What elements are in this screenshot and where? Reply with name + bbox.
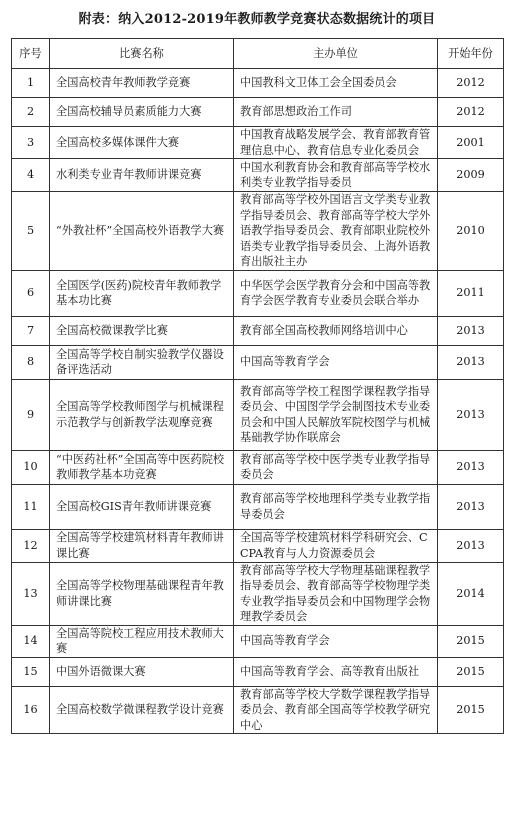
row-organizer: 教育部高等学校大学物理基础课程教学指导委员会、教育部高等学校物理学类专业教学指导委员会和中国物理学会物理教学委员会 — [234, 562, 438, 625]
row-competition-name: 水利类专业青年教师讲课竞赛 — [50, 159, 234, 192]
row-number: 16 — [12, 686, 50, 734]
table-row — [12, 98, 504, 127]
row-start-year: 2012 — [438, 69, 504, 98]
table-row — [12, 159, 504, 192]
table-row — [12, 625, 504, 657]
row-organizer: 教育部思想政治工作司 — [234, 98, 438, 127]
row-number: 10 — [12, 450, 50, 484]
table-body — [12, 69, 504, 734]
row-organizer: 中国高等教育学会 — [234, 345, 438, 379]
row-competition-name: 全国高校GIS青年教师讲课竞赛 — [50, 484, 234, 529]
row-organizer: 中华医学会医学教育分会和中国高等教育学会医学教育专业委员会联合举办 — [234, 270, 438, 316]
row-organizer: 中国高等教育学会 — [234, 625, 438, 657]
row-number: 1 — [12, 69, 50, 98]
table-row — [12, 127, 504, 159]
row-number: 14 — [12, 625, 50, 657]
row-organizer: 教育部高等学校地理科学类专业教学指导委员会 — [234, 484, 438, 529]
row-competition-name: 全国高校多媒体课件大赛 — [50, 127, 234, 159]
row-start-year: 2015 — [438, 686, 504, 734]
row-organizer: 中国教育战略发展学会、教育部教育管理信息中心、教育信息专业化委员会 — [234, 127, 438, 159]
header-start-year: 开始年份 — [438, 39, 504, 69]
header-number: 序号 — [12, 39, 50, 69]
row-start-year: 2013 — [438, 450, 504, 484]
row-start-year: 2013 — [438, 316, 504, 345]
row-competition-name: “外教社杯”全国高校外语教学大赛 — [50, 192, 234, 271]
table-row — [12, 562, 504, 625]
row-organizer: 中国水利教育协会和教育部高等学校水利类专业教学指导委员 — [234, 159, 438, 192]
table-row — [12, 192, 504, 271]
table-row — [12, 686, 504, 734]
row-number: 11 — [12, 484, 50, 529]
row-number: 7 — [12, 316, 50, 345]
row-start-year: 2015 — [438, 657, 504, 686]
header-competition-name: 比赛名称 — [50, 39, 234, 69]
table-header-row — [12, 39, 504, 69]
header-organizer: 主办单位 — [234, 39, 438, 69]
row-competition-name: 全国高校微课教学比赛 — [50, 316, 234, 345]
row-number: 5 — [12, 192, 50, 271]
row-competition-name: 全国高等院校工程应用技术教师大赛 — [50, 625, 234, 657]
row-number: 9 — [12, 379, 50, 450]
row-competition-name: 全国医学(医药)院校青年教师教学基本功比赛 — [50, 270, 234, 316]
row-number: 3 — [12, 127, 50, 159]
row-start-year: 2013 — [438, 379, 504, 450]
row-organizer: 教育部高等学校工程图学课程教学指导委员会、中国图学学会制图技术专业委员会和中国人民解放军院校图学与机械基础教学协作联席会 — [234, 379, 438, 450]
row-organizer: 教育部全国高校教师网络培训中心 — [234, 316, 438, 345]
table-row — [12, 657, 504, 686]
row-start-year: 2009 — [438, 159, 504, 192]
row-competition-name: 全国高校数学微课程教学设计竞赛 — [50, 686, 234, 734]
row-number: 15 — [12, 657, 50, 686]
row-start-year: 2001 — [438, 127, 504, 159]
table-row — [12, 379, 504, 450]
table-row — [12, 484, 504, 529]
row-organizer: 全国高等学校建筑材料学科研究会、CCPA教育与人力资源委员会 — [234, 529, 438, 562]
row-organizer: 中国教科文卫体工会全国委员会 — [234, 69, 438, 98]
row-organizer: 教育部高等学校外国语言文学类专业教学指导委员会、教育部高等学校大学外语教学指导委员会、教育部职业院校外语类专业教学指导委员会、上海外语教育出版社主办 — [234, 192, 438, 271]
table-row — [12, 316, 504, 345]
row-start-year: 2011 — [438, 270, 504, 316]
row-number: 13 — [12, 562, 50, 625]
row-number: 6 — [12, 270, 50, 316]
table-row — [12, 270, 504, 316]
competition-table — [11, 38, 504, 734]
row-number: 12 — [12, 529, 50, 562]
row-competition-name: 全国高校辅导员素质能力大赛 — [50, 98, 234, 127]
table-row — [12, 450, 504, 484]
row-competition-name: “中医药社杯”全国高等中医药院校教师教学基本功竞赛 — [50, 450, 234, 484]
row-organizer: 教育部高等学校大学数学课程教学指导委员会、教育部全国高等学校教学研究中心 — [234, 686, 438, 734]
row-start-year: 2010 — [438, 192, 504, 271]
page-title: 附表：纳入2012-2019年教师教学竞赛状态数据统计的项目 — [78, 12, 436, 27]
row-competition-name: 全国高校青年教师教学竞赛 — [50, 69, 234, 98]
row-competition-name: 全国高等学校教师图学与机械课程示范教学与创新教学法观摩竞赛 — [50, 379, 234, 450]
row-competition-name: 全国高等学校物理基础课程青年教师讲课比赛 — [50, 562, 234, 625]
row-start-year: 2013 — [438, 345, 504, 379]
row-competition-name: 全国高等学校自制实验教学仪器设备评选活动 — [50, 345, 234, 379]
row-start-year: 2015 — [438, 625, 504, 657]
row-competition-name: 中国外语微课大赛 — [50, 657, 234, 686]
row-number: 2 — [12, 98, 50, 127]
table-row — [12, 529, 504, 562]
row-start-year: 2013 — [438, 529, 504, 562]
table-row — [12, 69, 504, 98]
row-number: 4 — [12, 159, 50, 192]
row-start-year: 2012 — [438, 98, 504, 127]
row-organizer: 教育部高等学校中医学类专业教学指导委员会 — [234, 450, 438, 484]
row-organizer: 中国高等教育学会、高等教育出版社 — [234, 657, 438, 686]
row-competition-name: 全国高等学校建筑材料青年教师讲课比赛 — [50, 529, 234, 562]
row-start-year: 2013 — [438, 484, 504, 529]
row-start-year: 2014 — [438, 562, 504, 625]
table-row — [12, 345, 504, 379]
row-number: 8 — [12, 345, 50, 379]
